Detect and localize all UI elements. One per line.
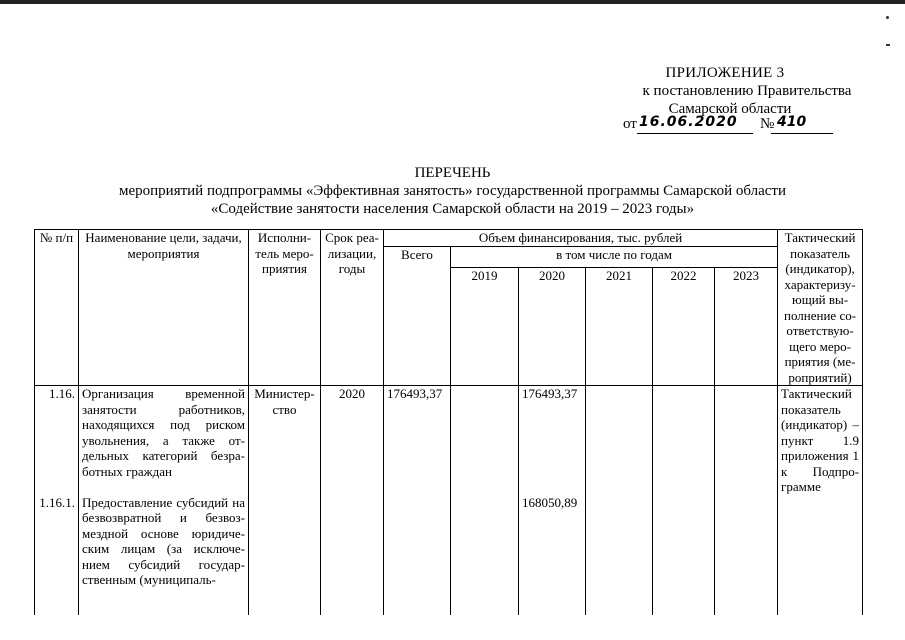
decree-date-number [623,116,833,136]
cell-2022 [653,386,715,495]
header-year-2021: 2021 [586,268,653,386]
decree-date: 16.06.2020 [639,114,738,130]
number-underline [771,133,833,134]
cell-indicator [778,495,863,615]
cell-name: Организация временной занятости работников, находящихся под риском увольнения, а также от-дельных категорий безра-ботных граждан [79,386,249,495]
cell-2020: 176493,37 [519,386,586,495]
scan-speck [886,16,889,19]
header-year-2023: 2023 [715,268,778,386]
cell-period: 2020 [321,386,384,495]
cell-2023 [715,495,778,615]
cell-executor [249,495,321,615]
date-label: от [623,116,637,132]
cell-2023 [715,386,778,495]
decree-number: 410 [777,114,807,130]
header-period: Срок реа-лизации, годы [321,230,384,386]
cell-2019 [451,386,519,495]
title-line: «Содействие занятости населения Самарской области на 2019 – 2023 годы» [210,201,695,217]
appendix-line: к постановлению Правительства [642,83,852,99]
header-indicator: Тактический показатель (индикатор), характеризу-ющий вы-полнение со-ответствую-щего меро-приятия (ме-роприятий) [778,230,863,386]
table-row [35,386,863,495]
cell-2022 [653,495,715,615]
header-total: Всего [384,246,451,386]
scan-top-border [0,0,905,4]
appendix-header [560,64,890,118]
cell-executor: Министер-ство [249,386,321,495]
date-underline [637,133,753,134]
header-by-years: в том числе по годам [451,246,778,268]
title-line: ПЕРЕЧЕНЬ [414,165,491,181]
number-label: № [760,116,775,132]
header-year-2022: 2022 [653,268,715,386]
header-year-2020: 2020 [519,268,586,386]
table-row [35,495,863,615]
scan-speck [886,44,890,46]
header-name: Наименование цели, задачи, мероприятия [79,230,249,386]
appendix-line: Самарской области [668,101,792,117]
cell-name: Предоставление субсидий на безвозвратной и безвоз-мездной основе юридиче-ским лицам (за исключе-нием субсидий государ-ственным (муниципаль- [79,495,249,615]
cell-2020: 168050,89 [519,495,586,615]
header-num: № п/п [35,230,79,386]
cell-2021 [586,386,653,495]
cell-2021 [586,495,653,615]
cell-indicator: Тактический показатель (индикатор) – пункт 1.9 приложения 1 к Подпро-грамме [778,386,863,495]
cell-num: 1.16. [35,386,79,495]
header-year-2019: 2019 [451,268,519,386]
cell-period [321,495,384,615]
header-executor: Исполни-тель меро-приятия [249,230,321,386]
header-funding: Объем финансирования, тыс. рублей [384,230,778,247]
title-line: мероприятий подпрограммы «Эффективная занятость» государственной программы Самарской области [118,183,786,199]
cell-total: 176493,37 [384,386,451,495]
appendix-title: ПРИЛОЖЕНИЕ 3 [665,65,785,81]
cell-total [384,495,451,615]
measures-table [34,229,863,615]
cell-2019 [451,495,519,615]
cell-num: 1.16.1. [35,495,79,615]
document-title [0,164,905,218]
